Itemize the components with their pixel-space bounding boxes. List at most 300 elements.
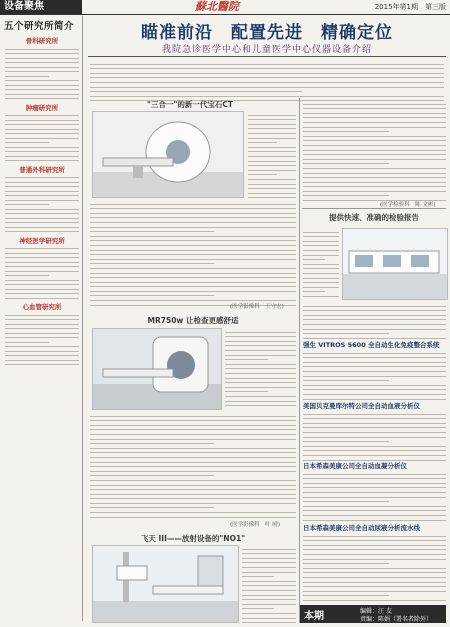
lab-item-heading: 美国贝克曼库尔特公司全自动血液分析仪 — [303, 402, 420, 410]
text-line — [303, 113, 446, 114]
text-line — [90, 282, 296, 283]
text-line — [303, 437, 446, 438]
text-line — [303, 520, 446, 521]
text-line — [303, 315, 446, 316]
text-line — [90, 429, 296, 430]
text-line — [5, 315, 79, 316]
editor-line: 责编：陈娟（署名者除外） — [360, 616, 433, 623]
text-line — [303, 399, 446, 400]
text-line — [5, 346, 79, 347]
article-text — [2, 115, 82, 161]
text-line — [303, 182, 446, 183]
text-line — [303, 186, 446, 187]
text-line — [242, 622, 296, 623]
text-line — [90, 462, 296, 463]
text-line — [5, 98, 79, 99]
text-line — [90, 96, 444, 97]
text-line — [303, 586, 446, 587]
text-line — [5, 138, 79, 139]
text-line — [5, 124, 79, 125]
text-line — [5, 147, 79, 148]
text-line — [5, 204, 49, 205]
text-line — [225, 359, 268, 360]
text-line — [303, 545, 446, 546]
text-line — [248, 119, 296, 120]
text-line — [303, 338, 446, 339]
text-line — [242, 567, 296, 568]
text-line — [90, 250, 296, 251]
text-line — [5, 328, 79, 329]
text-line — [5, 293, 79, 294]
text-line — [225, 396, 296, 397]
xray-photo — [92, 545, 239, 623]
text-line — [303, 362, 446, 363]
text-line — [5, 248, 79, 249]
text-line — [5, 142, 49, 143]
text-line — [248, 147, 296, 148]
text-line — [303, 250, 339, 251]
text-line — [90, 295, 214, 296]
text-line — [225, 368, 296, 369]
text-line — [90, 263, 214, 264]
mr-article-text — [90, 412, 296, 521]
text-line — [303, 394, 446, 395]
text-line — [90, 231, 214, 232]
text-line — [303, 559, 446, 560]
text-line — [303, 282, 339, 283]
text-line — [303, 483, 446, 484]
text-line — [5, 222, 79, 223]
dept-title: 心血管研究所 — [22, 303, 62, 311]
text-line — [303, 577, 446, 578]
text-line — [90, 64, 444, 65]
text-line — [303, 278, 339, 279]
mr-article-text — [225, 328, 296, 410]
editor-label: 本期 — [304, 611, 324, 622]
text-line — [5, 177, 79, 178]
section-divider — [302, 208, 446, 209]
text-line — [242, 618, 296, 619]
text-line — [303, 127, 446, 128]
section-tag: 设备聚焦 — [0, 0, 82, 14]
text-line — [303, 306, 446, 307]
text-line — [90, 245, 296, 246]
text-line — [242, 613, 296, 614]
text-line — [5, 266, 79, 267]
text-line — [248, 133, 296, 134]
dept-block — [2, 36, 82, 99]
text-line — [303, 568, 446, 569]
text-line — [303, 497, 446, 498]
text-line — [90, 259, 296, 260]
lab-item-text — [303, 470, 446, 524]
issue-date: 2015年第1期 第三版 — [374, 3, 446, 11]
dept-title: 肿瘤研究所 — [25, 103, 59, 112]
text-line — [5, 94, 79, 95]
article-text — [2, 177, 82, 232]
lab-item-text — [303, 410, 446, 464]
text-line — [303, 122, 446, 123]
text-line — [5, 133, 79, 134]
text-line — [90, 443, 214, 444]
text-line — [303, 478, 446, 479]
text-line — [242, 549, 296, 550]
text-line — [303, 150, 446, 151]
dept-block — [2, 236, 82, 299]
text-line — [242, 553, 296, 554]
text-line — [303, 104, 446, 105]
text-line — [248, 184, 296, 185]
text-line — [303, 236, 339, 237]
left-column — [2, 16, 83, 621]
text-line — [90, 268, 296, 269]
text-line — [303, 310, 446, 311]
text-line — [5, 209, 79, 210]
text-line — [90, 240, 296, 241]
text-line — [5, 218, 79, 219]
text-line — [303, 241, 339, 242]
text-line — [5, 355, 79, 356]
text-line — [5, 191, 79, 192]
text-line — [90, 503, 296, 504]
text-line — [90, 517, 296, 518]
text-line — [248, 128, 296, 129]
text-line — [303, 245, 339, 246]
editor-line: 编辑：汪 友 — [360, 608, 392, 615]
lab-image — [343, 229, 447, 299]
right-column-text — [303, 100, 446, 205]
text-line — [303, 385, 446, 386]
text-line — [90, 494, 296, 495]
text-line — [303, 136, 446, 137]
lab-item-heading: 日本希森美康公司全自动尿液分析流水线 — [303, 524, 420, 532]
text-line — [248, 197, 296, 198]
text-line — [303, 510, 446, 511]
text-line — [248, 124, 296, 125]
text-line — [303, 423, 446, 424]
text-line — [242, 595, 296, 596]
text-line — [5, 351, 79, 352]
text-line — [5, 337, 79, 338]
ct-scanner-image — [93, 112, 243, 197]
text-line — [90, 466, 296, 467]
text-line — [5, 186, 79, 187]
text-line — [90, 434, 296, 435]
text-line — [248, 142, 277, 143]
text-line — [303, 159, 446, 160]
mr-scanner-photo — [92, 328, 222, 410]
text-line — [303, 259, 325, 260]
text-line — [303, 492, 446, 493]
text-line — [303, 389, 446, 390]
text-line — [225, 345, 296, 346]
text-line — [90, 512, 296, 513]
text-line — [5, 120, 79, 121]
text-line — [5, 53, 79, 54]
dept-title: 骨科研究所 — [25, 37, 59, 45]
text-line — [90, 254, 296, 255]
text-line — [303, 329, 446, 330]
text-line — [5, 213, 79, 214]
text-line — [303, 376, 446, 377]
text-line — [248, 115, 296, 116]
text-line — [303, 474, 446, 475]
text-line — [303, 563, 389, 564]
text-line — [90, 291, 296, 292]
text-line — [303, 554, 446, 555]
mr-article-title: MR750w 让检查更感舒适 — [147, 316, 239, 325]
text-line — [303, 255, 339, 256]
text-line — [248, 193, 296, 194]
text-line — [5, 298, 79, 299]
text-line — [90, 448, 296, 449]
text-line — [242, 572, 296, 573]
text-line — [248, 138, 296, 139]
main-headline: 瞄准前沿 配置先进 精确定位 — [141, 23, 393, 43]
text-line — [5, 156, 79, 157]
text-line — [5, 280, 79, 281]
text-line — [5, 58, 79, 59]
text-line — [90, 91, 302, 92]
article-text — [2, 248, 82, 299]
lab-article-title: 提供快速、准确的检验报告 — [329, 213, 419, 222]
text-line — [5, 289, 79, 290]
text-line — [225, 350, 296, 351]
text-line — [90, 416, 296, 417]
text-line — [242, 562, 296, 563]
lab-byline: (医学检验科 陈 文彬) — [380, 202, 436, 208]
text-line — [225, 387, 296, 388]
lab-article-text — [303, 228, 339, 301]
text-line — [248, 188, 296, 189]
text-line — [248, 165, 296, 166]
dept-title: 神经医学研究所 — [19, 236, 65, 245]
text-line — [225, 341, 296, 342]
text-line — [303, 296, 339, 297]
text-line — [90, 277, 296, 278]
text-line — [5, 275, 49, 276]
text-line — [303, 168, 446, 169]
text-line — [5, 151, 79, 152]
text-line — [90, 87, 444, 88]
lab-item-text — [303, 349, 446, 403]
text-line — [5, 253, 79, 254]
text-line — [303, 154, 446, 155]
newspaper-logo: 蘇北醫院 — [195, 0, 239, 13]
text-line — [225, 378, 296, 379]
text-line — [5, 227, 79, 228]
left-column-heading: 五个研究所简介 — [4, 21, 75, 32]
text-line — [5, 364, 79, 365]
text-line — [248, 151, 296, 152]
text-line — [5, 62, 79, 63]
text-line — [90, 498, 296, 499]
text-line — [303, 441, 389, 442]
text-line — [90, 222, 296, 223]
sub-headline: 我院急诊医学中心和儿童医学中心仪器设备介绍 — [161, 45, 372, 55]
text-line — [303, 380, 389, 381]
ct-scanner-photo — [92, 111, 244, 198]
text-line — [242, 558, 296, 559]
text-line — [225, 391, 268, 392]
text-line — [303, 540, 446, 541]
text-line — [90, 457, 296, 458]
text-line — [303, 131, 389, 132]
text-line — [5, 271, 79, 272]
text-line — [303, 140, 446, 141]
text-line — [303, 177, 446, 178]
text-line — [303, 371, 446, 372]
text-line — [303, 432, 446, 433]
text-line — [303, 145, 446, 146]
text-line — [90, 73, 444, 74]
text-line — [90, 68, 444, 69]
text-line — [5, 231, 79, 232]
text-line — [90, 485, 296, 486]
text-line — [303, 582, 446, 583]
text-line — [303, 506, 446, 507]
text-line — [242, 590, 296, 591]
lab-photo — [342, 228, 448, 300]
mr-scanner-image — [93, 329, 221, 409]
text-line — [90, 480, 296, 481]
text-line — [303, 268, 339, 269]
ct-article-text — [90, 200, 296, 309]
text-line — [5, 200, 79, 201]
lab-item-text — [303, 532, 446, 605]
mr-byline: (医学影像科 叶 晴) — [230, 522, 281, 528]
text-line — [90, 217, 296, 218]
text-line — [303, 366, 446, 367]
text-line — [225, 336, 296, 337]
text-line — [303, 163, 389, 164]
text-line — [90, 489, 296, 490]
text-line — [303, 446, 446, 447]
text-line — [5, 262, 79, 263]
column-divider — [299, 98, 300, 623]
text-line — [225, 364, 296, 365]
editor-box — [300, 605, 446, 623]
text-line — [5, 284, 79, 285]
text-line — [90, 507, 214, 508]
text-line — [303, 600, 446, 601]
text-line — [242, 585, 296, 586]
text-line — [303, 324, 446, 325]
text-line — [303, 273, 339, 274]
dept-block — [2, 302, 82, 365]
text-line — [303, 287, 339, 288]
text-line — [303, 117, 446, 118]
text-line — [90, 204, 296, 205]
text-line — [90, 227, 296, 228]
article-text — [2, 49, 82, 100]
text-line — [303, 427, 446, 428]
text-line — [303, 173, 446, 174]
text-line — [242, 608, 274, 609]
text-line — [90, 475, 214, 476]
text-line — [225, 332, 296, 333]
text-line — [225, 405, 296, 406]
text-line — [303, 549, 446, 550]
text-line — [303, 455, 446, 456]
text-line — [303, 108, 446, 109]
text-line — [5, 257, 79, 258]
text-line — [225, 355, 296, 356]
text-line — [5, 49, 79, 50]
text-line — [5, 89, 79, 90]
text-line — [303, 195, 389, 196]
text-line — [90, 420, 296, 421]
text-line — [225, 373, 296, 374]
text-line — [5, 160, 79, 161]
xray-image — [93, 546, 238, 622]
text-line — [5, 85, 79, 86]
text-line — [303, 414, 446, 415]
text-line — [248, 174, 277, 175]
text-line — [5, 360, 79, 361]
text-line — [303, 501, 389, 502]
text-line — [5, 129, 79, 130]
dept-title: 普通外科研究所 — [19, 165, 65, 174]
text-line — [303, 591, 446, 592]
text-line — [303, 572, 446, 573]
text-line — [90, 439, 296, 440]
text-line — [5, 195, 79, 196]
text-line — [303, 595, 389, 596]
text-line — [90, 471, 296, 472]
text-line — [90, 286, 296, 287]
text-line — [248, 170, 296, 171]
text-line — [242, 604, 296, 605]
lab-item-heading: 强生 VITROS 5600 全自动生化免疫整合系统 — [303, 341, 440, 349]
text-line — [303, 487, 446, 488]
text-line — [248, 161, 296, 162]
text-line — [248, 156, 296, 157]
text-line — [90, 425, 296, 426]
text-line — [303, 515, 446, 516]
text-line — [303, 353, 446, 354]
text-line — [248, 179, 296, 180]
text-line — [303, 418, 446, 419]
text-line — [90, 236, 296, 237]
radio-article-title: 飞天 III——放射设备的"NO1" — [140, 534, 246, 543]
text-line — [5, 342, 49, 343]
text-line — [303, 357, 446, 358]
text-line — [5, 76, 49, 77]
text-line — [303, 319, 446, 320]
text-line — [5, 71, 79, 72]
text-line — [5, 182, 79, 183]
text-line — [225, 382, 296, 383]
dept-block — [2, 165, 82, 233]
text-line — [303, 536, 446, 537]
text-line — [303, 333, 389, 334]
text-line — [303, 291, 325, 292]
text-line — [242, 581, 296, 582]
text-line — [90, 452, 296, 453]
text-line — [90, 82, 444, 83]
text-line — [90, 208, 296, 209]
ct-byline: (医学影像科 王守宏) — [230, 304, 284, 310]
text-line — [5, 80, 79, 81]
text-line — [242, 599, 296, 600]
text-line — [5, 115, 79, 116]
text-line — [90, 273, 296, 274]
text-line — [242, 576, 274, 577]
text-line — [90, 213, 296, 214]
text-line — [303, 191, 446, 192]
ct-article-title: "三合一"的新一代宝石CT — [147, 100, 233, 109]
